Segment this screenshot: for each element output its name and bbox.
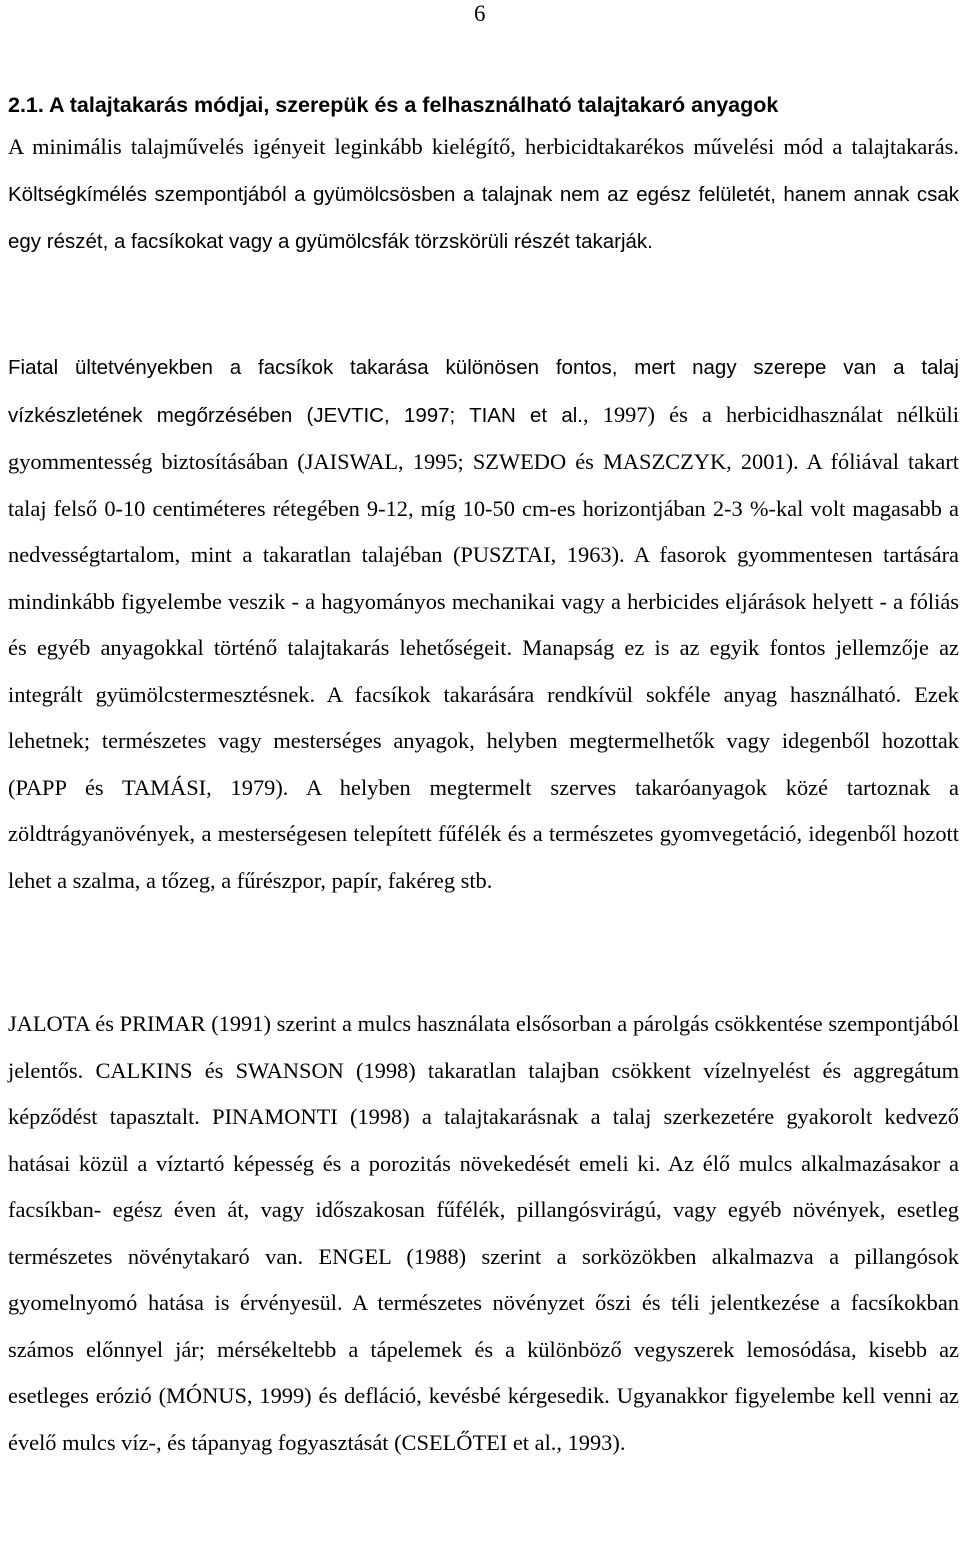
section-heading: 2.1. A talajtakarás módjai, szerepük és a felhasználható talajtakaró anyagok [8,93,779,117]
paragraph-1-part-b: Költségkímélés szempontjából a gyümölcsösben a talajnak nem az egész felületét, hanem annak csak egy részét, a facsíkokat vagy a gyümölcsfák törzskörüli részét takarják. [8,182,959,253]
page-number: 6 [474,1,486,26]
paragraph-2 [8,344,959,904]
paragraph-1 [8,124,959,266]
paragraph-2-part-a: Fiatal ültetvényekben a facsíkok takarása különösen fontos, mert nagy szerepe van a talaj vízkészletének megőrzésében (JEVTIC, 1997; TIAN et al. [8,356,959,427]
paragraph-3: JALOTA és PRIMAR (1991) szerint a mulcs használata elsősorban a párolgás csökkentése szempontjából jelentős. CALKINS és SWANSON (1998) takaratlan talajban csökkent vízelnyelést és aggregátum képződést tapasztalt. PINAMONTI (1998) a talajtakarásnak a talaj szerkezetére gyakorolt kedvező hatásai közül a víztartó képesség és a porozitás növekedését emeli ki. Az élő mulcs alkalmazásakor a facsíkban- egész éven át, vagy időszakosan fűfélék, pillangósvirágú, vagy egyéb növények, esetleg természetes növénytakaró van. ENGEL (1988) szerint a sorközökben alkalmazva a pillangósok gyomelnyomó hatása is érvényesül. A természetes növényzet őszi és téli jelentkezése a facsíkokban számos előnnyel jár; mérsékeltebb a tápelemek és a különböző vegyszerek lemosódása, kisebb az esetleges erózió (MÓNUS, 1999) és defláció, kevésbé kérgesedik. Ugyanakkor figyelembe kell venni az évelő mulcs víz-, és tápanyag fogyasztását (CSELŐTEI et al., 1993). [8,1011,959,1455]
paragraph-1-part-a: A minimális talajművelés igényeit leginkább kielégítő, herbicidtakarékos művelési mód a talajtakarás. [8,134,959,159]
paragraph-2-part-b: , 1997) és a herbicidhasználat nélküli gyommentesség biztosításában (JAISWAL, 1995; SZWEDO és MASZCZYK, 2001). A fóliával takart talaj felső 0-10 centiméteres rétegében 9-12, míg 10-50 cm-es horizontjában 2-3 %-kal volt magasabb a nedvességtartalom, mint a takaratlan talajéban (PUSZTAI, 1963). A fasorok gyommentesen tartására mindinkább figyelembe veszik - a hagyományos mechanikai vagy a herbicides eljárások helyett - a fóliás és egyéb anyagokkal történő talajtakarás lehetőségeit. Manapság ez is az egyik fontos jellemzője az integrált gyümölcstermesztésnek. A facsíkok takarására rendkívül sokféle anyag használható. Ezek lehetnek; természetes vagy mesterséges anyagok, helyben megtermelhetők vagy idegenből hozottak (PAPP és TAMÁSI, 1979). A helyben megtermelt szerves takaróanyagok közé tartoznak a zöldtrágyanövények, a mesterségesen telepített fűfélék és a természetes gyomvegetáció, idegenből hozott lehet a szalma, a tőzeg, a fűrészpor, papír, fakéreg stb. [8,401,959,893]
